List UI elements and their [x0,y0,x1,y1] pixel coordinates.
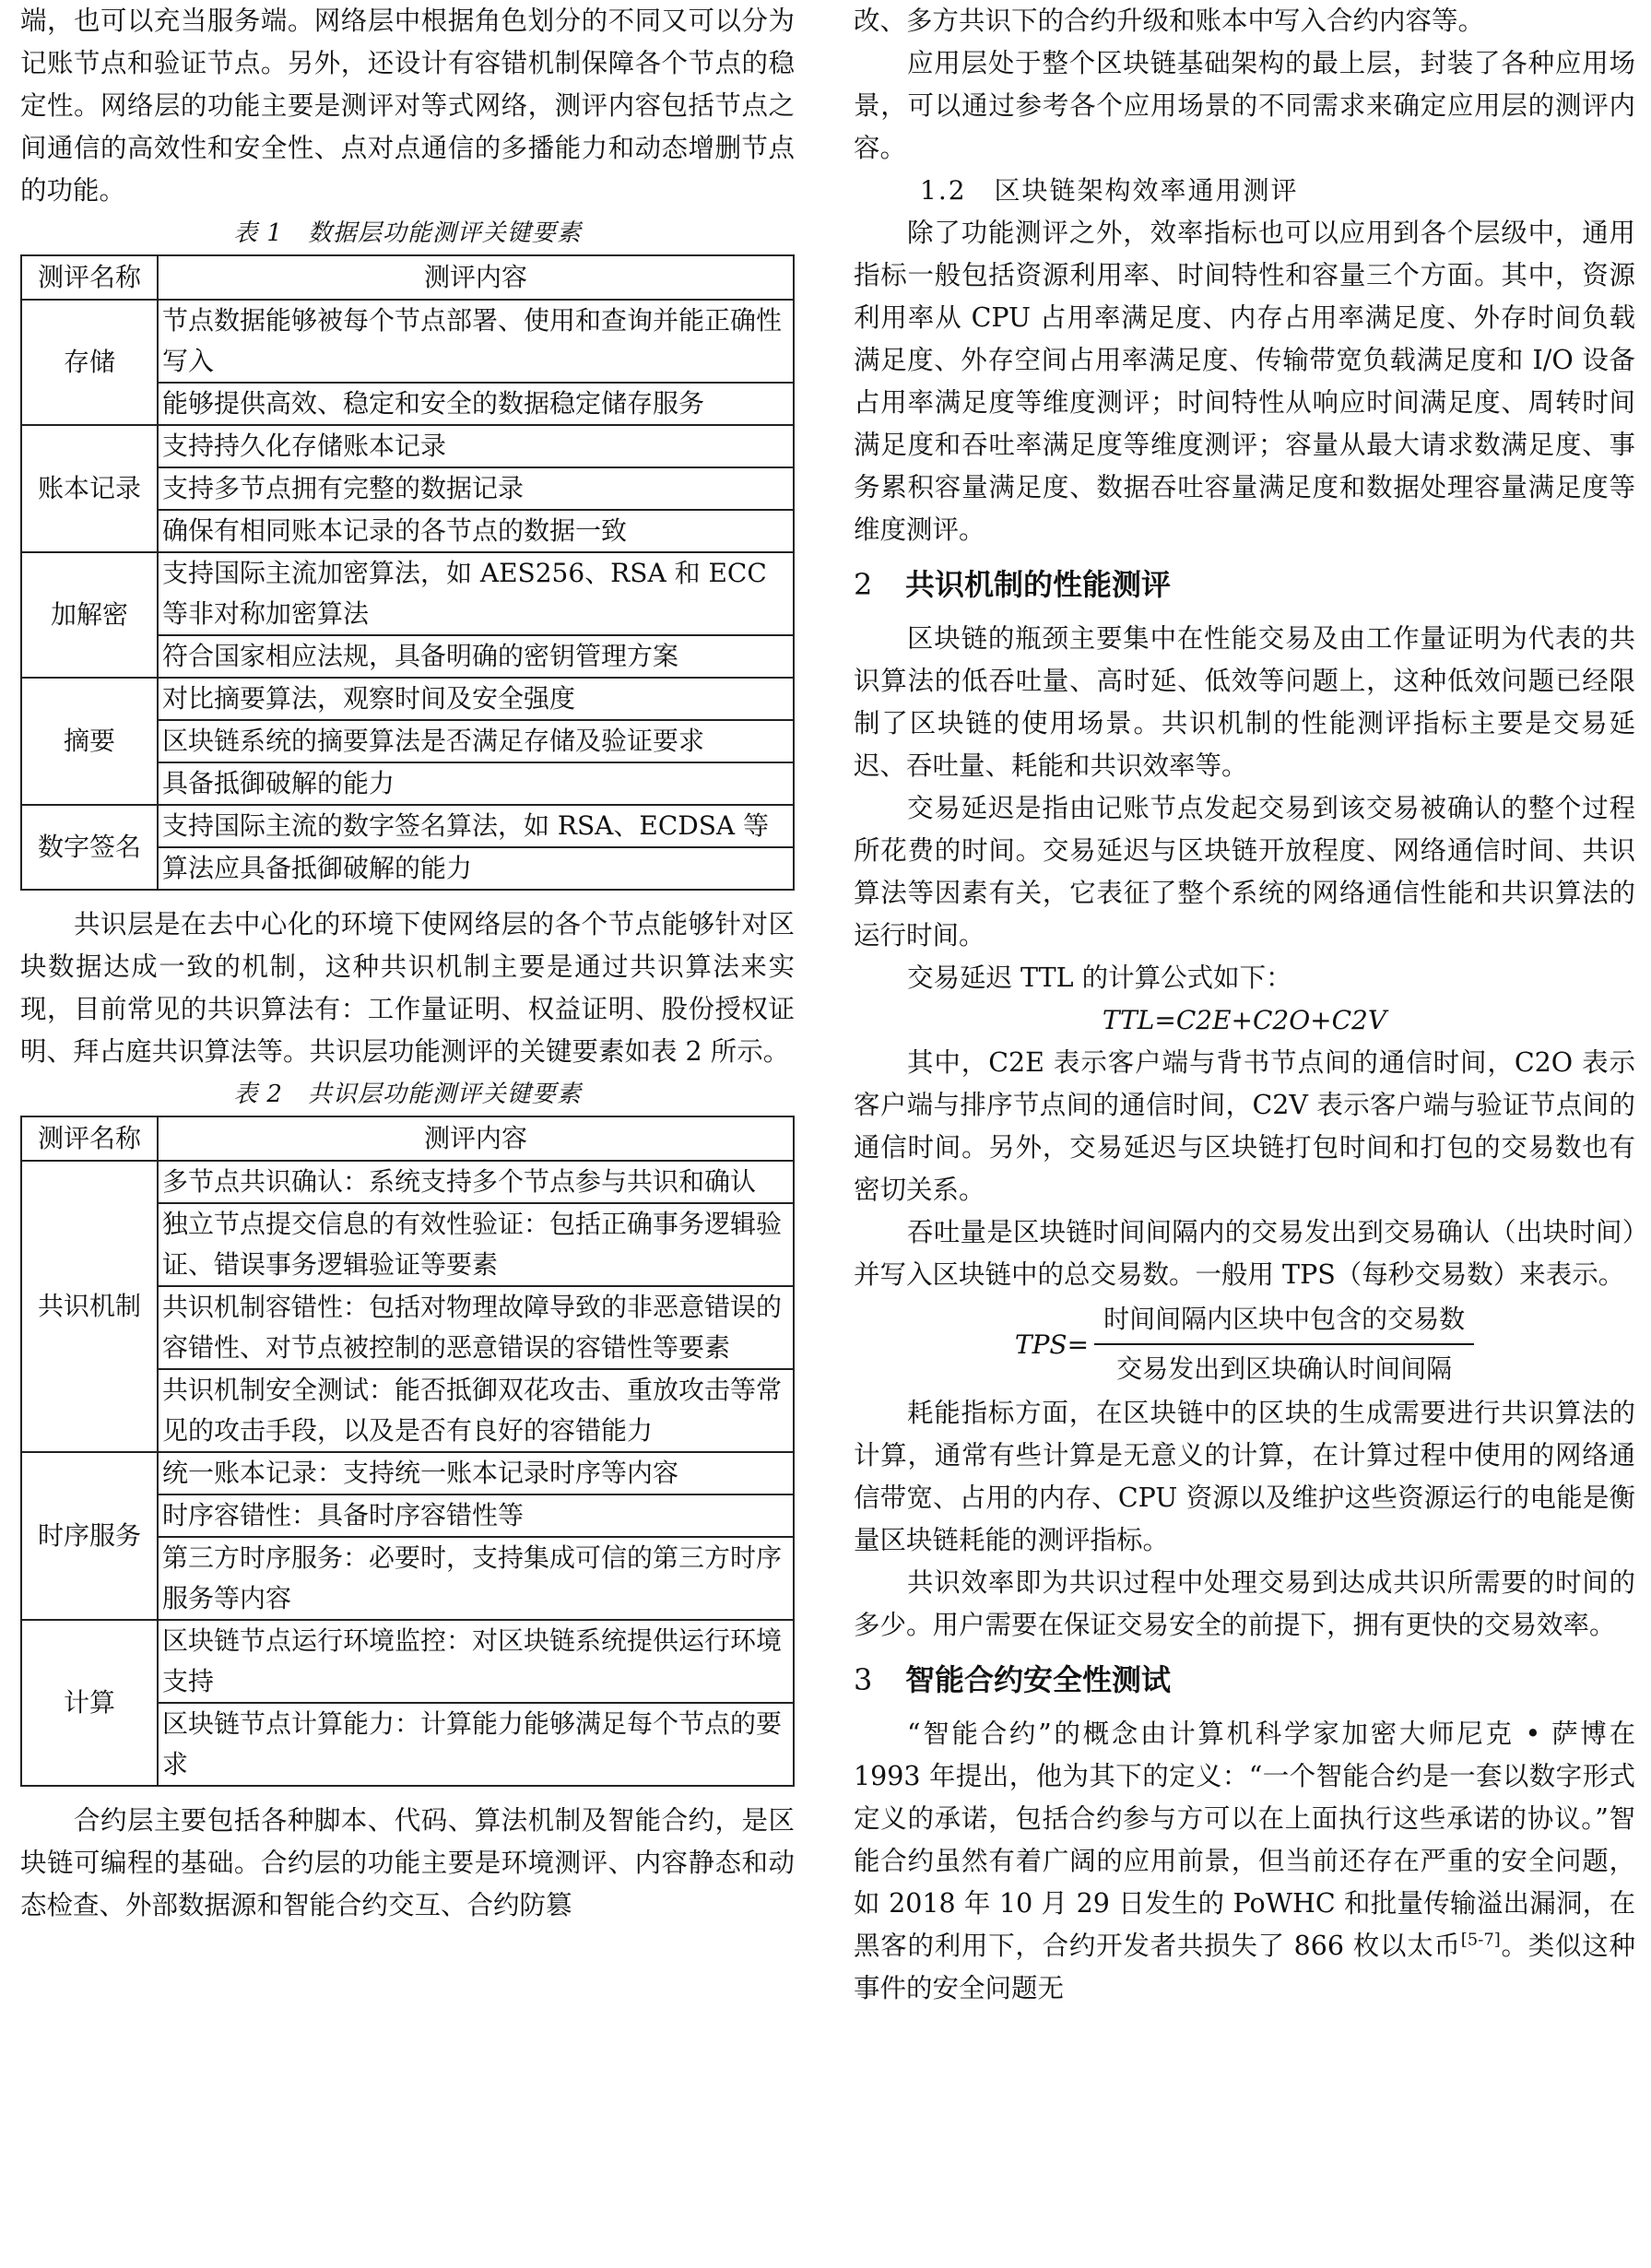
paragraph-contract-continued: 改、多方共识下的合约升级和账本中写入合约内容等。 [854,6,1485,36]
paragraph-latency: 交易延迟是指由记账节点发起交易到该交易被确认的整个过程所花费的时间。交易延迟与区块链开放程度、网络通信时间、共识算法等因素有关，它表征了整个系统的网络通信性能和共识算法的运行时间。 [854,793,1635,951]
section-title: 智能合约安全性测试 [905,1662,1172,1697]
section-heading-3 [854,1647,1635,1713]
citation: [5-7] [1460,1930,1501,1950]
table-cell-content: 区块链节点计算能力：计算能力能够满足每个节点的要求 [158,1703,794,1786]
section-number: 2 [854,567,873,602]
table-cell-content: 对比摘要算法，观察时间及安全强度 [158,678,794,720]
table-row [21,1452,794,1494]
section-heading-2 [854,551,1635,618]
subsection-heading-1-2: 1.2 区块链架构效率通用测评 [920,175,1299,206]
table-cell-content: 第三方时序服务：必要时，支持集成可信的第三方时序服务等内容 [158,1537,794,1620]
formula-ttl: TTL=C2E+C2O+C2V [1102,1005,1387,1035]
table2-consensus-layer [20,1116,795,1787]
paragraph-efficiency: 除了功能测评之外，效率指标也可以应用到各个层级中，通用指标一般包括资源利用率、时间特性和容量三个方面。其中，资源利用率从 CPU 占用率满足度、内存占用率满足度、外存时间负载满足度、外存空间占用率满足度、传输带宽负载满足度和 I/O 设备占用率满足度等维度测评；时间特性从响应时间满足度、周转时间满足度和吞吐率满足度等维度测评；容量从最大请求数满足度、事务累积容量满足度、数据吞吐容量满足度和数据处理容量满足度等维度测评。 [854,218,1635,545]
paragraph-network-layer: 端，也可以充当服务端。网络层中根据角色划分的不同又可以分为记账节点和验证节点。另外，还设计有容错机制保障各个节点的稳定性。网络层的功能主要是测评对等式网络，测评内容包括节点之间通信的高效性和安全性、点对点通信的多播能力和动态增删节点的功能。 [20,6,795,206]
table-header-cell: 测评名称 [21,1116,158,1161]
table-group-name: 时序服务 [21,1452,158,1620]
table-group-name: 加解密 [21,552,158,678]
paragraph-consensus-layer: 共识层是在去中心化的环境下使网络层的各个节点能够针对区块数据达成一致的机制，这种共识机制主要是通过共识算法来实现，目前常见的共识算法有：工作量证明、权益证明、股份授权证明、拜占庭共识算法等。共识层功能测评的关键要素如表 2 所示。 [20,909,795,1067]
table-cell-content: 多节点共识确认：系统支持多个节点参与共识和确认 [158,1161,794,1203]
table-cell-content: 共识机制安全测试：能否抵御双花攻击、重放攻击等常见的攻击手段，以及是否有良好的容错能力 [158,1369,794,1452]
paragraph-ttl-explanation: 其中，C2E 表示客户端与背书节点间的通信时间，C2O 表示客户端与排序节点间的通信时间，C2V 表示客户端与验证节点间的通信时间。另外，交易延迟与区块链打包时间和打包的交易数也有密切关系。 [854,1047,1635,1205]
paragraph-smart-contract [854,1713,1635,2010]
table-cell-content: 支持国际主流加密算法，如 AES256、RSA 和 ECC 等非对称加密算法 [158,552,794,635]
table-row [21,300,794,383]
paragraph-application-layer: 应用层处于整个区块链基础架构的最上层，封装了各种应用场景，可以通过参考各个应用场景的不同需求来确定应用层的测评内容。 [854,48,1635,163]
table-cell-content: 独立节点提交信息的有效性验证：包括正确事务逻辑验证、错误事务逻辑验证等要素 [158,1203,794,1286]
table-row [21,1620,794,1703]
table-row [21,1161,794,1203]
right-column [854,0,1635,2010]
formula-tps-denominator: 交易发出到区块确认时间间隔 [1116,1353,1453,1384]
table-group-name: 共识机制 [21,1161,158,1452]
table-header-row [21,255,794,300]
paragraph-ttl-intro: 交易延迟 TTL 的计算公式如下： [907,963,1292,993]
table2-caption: 表 2 共识层功能测评关键要素 [233,1081,582,1108]
table1-data-layer [20,254,795,891]
paragraph-bottleneck: 区块链的瓶颈主要集中在性能交易及由工作量证明为代表的共识算法的低吞吐量、高时延、低效等问题上，这种低效问题已经限制了区块链的使用场景。共识机制的性能测评指标主要是交易延迟、吞吐量、耗能和共识效率等。 [854,623,1635,781]
table-cell-content: 支持持久化存储账本记录 [158,425,794,467]
table-cell-content: 时序容错性：具备时序容错性等 [158,1494,794,1537]
formula-tps [854,1296,1635,1392]
section-number: 3 [854,1662,873,1697]
table-cell-content: 节点数据能够被每个节点部署、使用和查询并能正确性写入 [158,300,794,383]
table-cell-content: 算法应具备抵御破解的能力 [158,847,794,890]
table-cell-content: 能够提供高效、稳定和安全的数据稳定储存服务 [158,383,794,425]
table-group-name: 账本记录 [21,425,158,552]
table-group-name: 数字签名 [21,805,158,890]
table-cell-content: 确保有相同账本记录的各节点的数据一致 [158,510,794,552]
table-row [21,552,794,635]
table-cell-content: 符合国家相应法规，具备明确的密钥管理方案 [158,635,794,678]
table-cell-content: 区块链节点运行环境监控：对区块链系统提供运行环境支持 [158,1620,794,1703]
table-row [21,678,794,720]
table1-caption: 表 1 数据层功能测评关键要素 [233,219,582,247]
left-column [20,0,795,1927]
table-group-name: 摘要 [21,678,158,805]
table-row [21,805,794,847]
smart-contract-tail: 。类似这种事件的安全问题无 [854,1931,1635,2003]
paragraph-throughput: 吞吐量是区块链时间间隔内的交易发出到交易确认（出块时间）并写入区块链中的总交易数。一般用 TPS（每秒交易数）来表示。 [854,1217,1635,1290]
table-cell-content: 统一账本记录：支持统一账本记录时序等内容 [158,1452,794,1494]
paragraph-contract-layer: 合约层主要包括各种脚本、代码、算法机制及智能合约，是区块链可编程的基础。合约层的功能主要是环境测评、内容静态和动态检查、外部数据源和智能合约交互、合约防篡 [20,1805,795,1920]
table-header-cell: 测评内容 [158,255,794,300]
table-cell-content: 支持多节点拥有完整的数据记录 [158,467,794,510]
table-cell-content: 支持国际主流的数字签名算法，如 RSA、ECDSA 等 [158,805,794,847]
paragraph-energy: 耗能指标方面，在区块链中的区块的生成需要进行共识算法的计算，通常有些计算是无意义的计算，在计算过程中使用的网络通信带宽、占用的内存、CPU 资源以及维护这些资源运行的电能是衡量区块链耗能的测评指标。 [854,1398,1635,1555]
formula-tps-numerator: 时间间隔内区块中包含的交易数 [1094,1299,1474,1345]
table-cell-content: 区块链系统的摘要算法是否满足存储及验证要求 [158,720,794,762]
section-title: 共识机制的性能测评 [905,567,1172,602]
smart-contract-text: “智能合约”的概念由计算机科学家加密大师尼克 • 萨博在 1993 年提出，他为其下的定义：“一个智能合约是一套以数字形式定义的承诺，包括合约参与方可以在上面执行这些承诺的协议。”智能合约虽然有着广阔的应用前景，但当前还存在严重的安全问题，如 2018 年 10 月 29 日发生的 PoWHC 和批量传输溢出漏洞，在黑客的利用下，合约开发者共损失了 866 枚以太币 [854,1719,1635,1961]
formula-tps-lhs: TPS= [1014,1329,1090,1360]
table-cell-content: 共识机制容错性：包括对物理故障导致的非恶意错误的容错性、对节点被控制的恶意错误的容错性等要素 [158,1286,794,1369]
table-header-row [21,1116,794,1161]
table-header-cell: 测评内容 [158,1116,794,1161]
table-row [21,425,794,467]
table-group-name: 存储 [21,300,158,425]
table-cell-content: 具备抵御破解的能力 [158,762,794,805]
paragraph-consensus-efficiency: 共识效率即为共识过程中处理交易到达成共识所需要的时间的多少。用户需要在保证交易安全的前提下，拥有更快的交易效率。 [854,1567,1635,1640]
table-group-name: 计算 [21,1620,158,1786]
table-header-cell: 测评名称 [21,255,158,300]
